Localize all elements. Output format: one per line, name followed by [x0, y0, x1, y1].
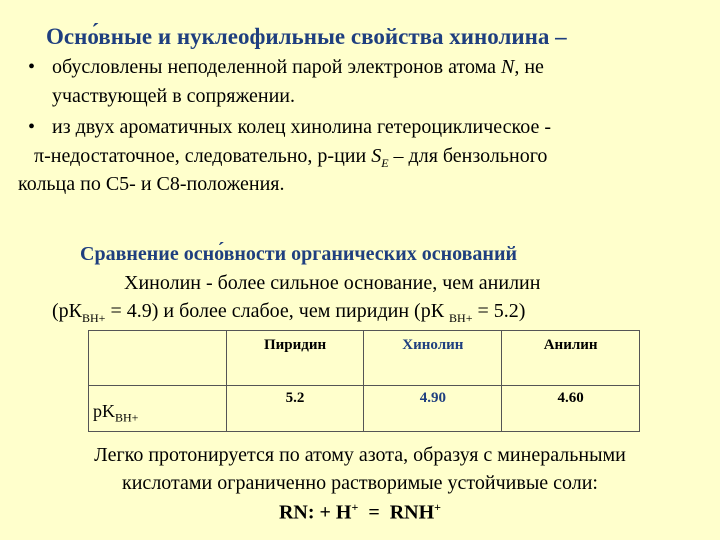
bullet-1-line-2: участвующей в сопряжении.: [52, 85, 295, 107]
value-pyridine: 5.2: [226, 386, 364, 432]
table-corner-cell: [89, 331, 227, 386]
row-label-pkbh: $pK_{BH+}$: [89, 386, 227, 432]
column-header-pyridine: Пиридин: [226, 331, 364, 386]
footer-line-1: Легко протонируется по атому азота, образуя с минеральными: [94, 444, 626, 466]
column-header-aniline: Анилин: [502, 331, 640, 386]
comparison-line-1: Хинолин - более сильное основание, чем анилин: [124, 272, 541, 294]
comparison-heading: Сравнение осно́вности органических оснований: [80, 243, 517, 265]
value-quinoline: 4.90: [364, 386, 502, 432]
table-header-row: [89, 331, 640, 386]
value-aniline: 4.60: [502, 386, 640, 432]
footer-line-2: кислотами ограниченно растворимые устойчивые соли:: [122, 472, 598, 494]
bullet-1-line-1: обусловлены неподеленной парой электронов атома N, не: [52, 56, 544, 78]
bullet-2-line-3: кольца по С5- и С8-положения.: [18, 173, 285, 195]
column-header-quinoline: Хинолин: [364, 331, 502, 386]
bullet-dot: •: [28, 116, 36, 138]
slide-title: Осно́вные и нуклеофильные свойства хинолина –: [46, 24, 567, 49]
bullet-2-line-1: из двух ароматичных колец хинолина гетероциклическое -: [52, 116, 551, 138]
protonation-equation: RN: + H+ = RNH+: [278, 500, 442, 524]
basicity-table: [88, 330, 640, 432]
comparison-line-2: $(рК_{ВН+} = 4.9)$ и более слабое, чем пиридин (рК $_{ВН+}$ = 5.2): [52, 300, 526, 325]
table-row: [89, 386, 640, 432]
bullet-dot: •: [28, 56, 36, 78]
bullet-2-line-2: π-недостаточное, следовательно, р-ции $S_E$ – для бензольного: [34, 145, 548, 170]
